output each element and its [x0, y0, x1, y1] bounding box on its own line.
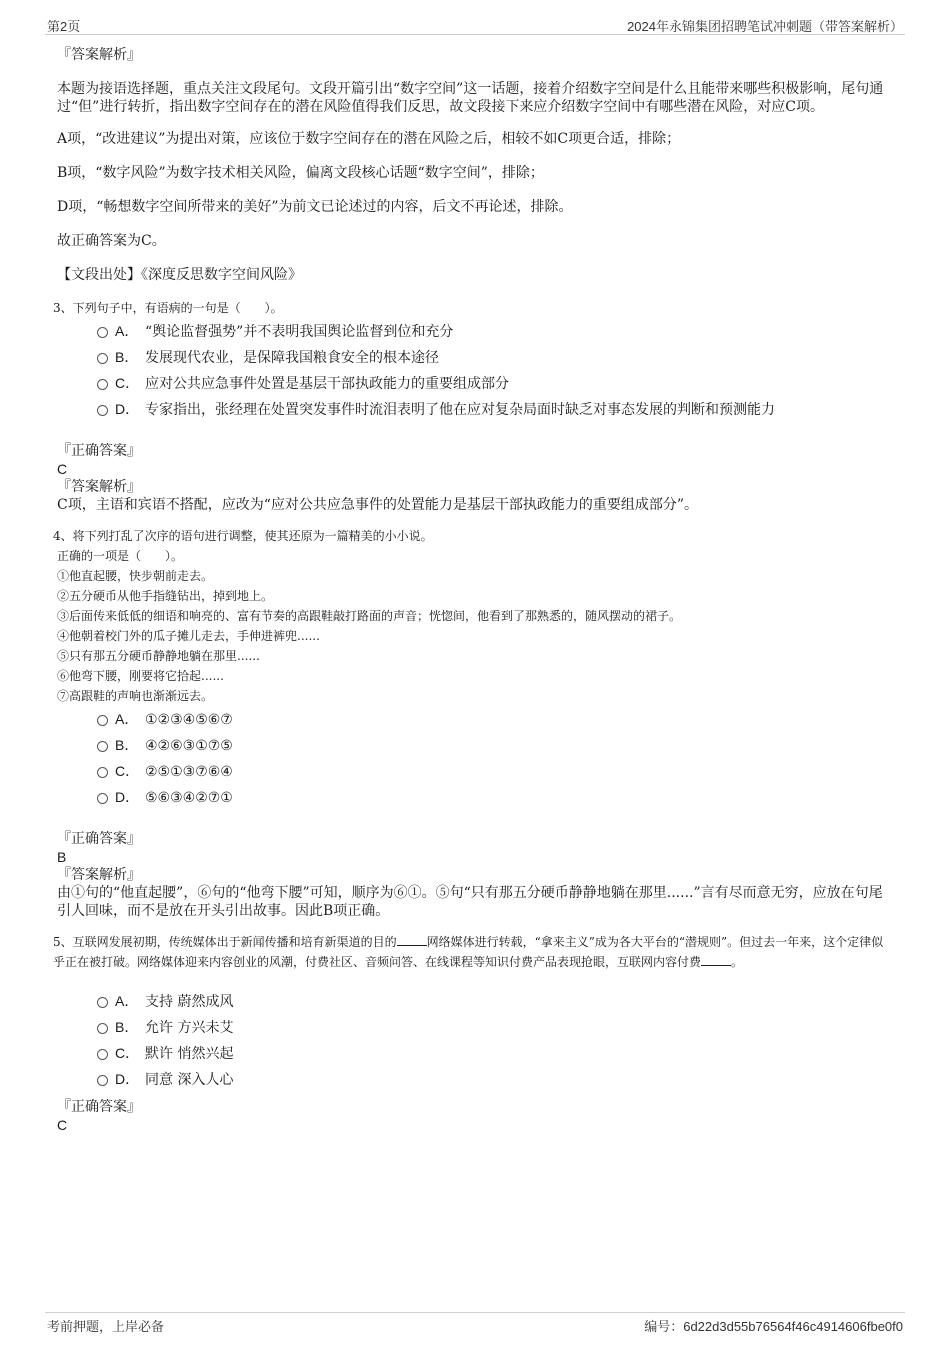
q4-option-c[interactable]: C． ②⑤①③⑦⑥④	[57, 758, 892, 784]
radio-icon[interactable]	[97, 353, 108, 364]
q4-sentence-2: ②五分硬币从他手指缝钻出，掉到地上。	[57, 589, 274, 603]
q4-option-d[interactable]: D． ⑤⑥③④②⑦①	[57, 784, 892, 810]
blank-line	[397, 933, 427, 946]
radio-icon[interactable]	[97, 379, 108, 390]
q3-analysis: C项，主语和宾语不搭配，应改为“应对公共应急事件的处置能力是基层干部执政能力的重要组成部分”。	[57, 497, 699, 513]
q4-stem: 4、将下列打乱了次序的语句进行调整，使其还原为一篇精美的小小说。	[53, 529, 433, 543]
q5-option-b[interactable]: B． 允许 方兴未艾	[57, 1014, 892, 1040]
q3-option-d[interactable]: D． 专家指出，张经理在处置突发事件时流泪表明了他在应对复杂局面时缺乏对事态发展的判断和预测能力	[57, 396, 892, 422]
q5-correct-label: 『正确答案』	[57, 1099, 141, 1115]
q4-options	[57, 706, 892, 810]
radio-icon[interactable]	[97, 1049, 108, 1060]
q3-stem: 3、下列句子中，有语病的一句是（ ）。	[53, 301, 283, 315]
q2-analysis-para-1: 本题为接语选择题，重点关注文段尾句。文段开篇引出“数字空间”这一话题，接着介绍数字空间是什么且能带来哪些积极影响，尾句通过“但”进行转折，指出数字空间存在的潜在风险值得我们反思，故文段接下来应介绍数字空间中有哪些潜在风险，对应C项。	[57, 81, 884, 115]
q5-answer: C	[57, 1117, 68, 1133]
radio-icon[interactable]	[97, 793, 108, 804]
q4-analysis-label: 『答案解析』	[57, 867, 141, 883]
q2-analysis-para-4: D项，“畅想数字空间所带来的美好”为前文已论述过的内容，后文不再论述，排除。	[57, 199, 573, 215]
q4-stem-2: 正确的一项是（ ）。	[57, 549, 184, 563]
radio-icon[interactable]	[97, 1075, 108, 1086]
q3-analysis-label: 『答案解析』	[57, 479, 141, 495]
radio-icon[interactable]	[97, 1023, 108, 1034]
q2-analysis-para-5: 故正确答案为C。	[57, 233, 166, 249]
q4-sentence-5: ⑤只有那五分硬币静静地躺在那里......	[57, 649, 260, 663]
radio-icon[interactable]	[97, 741, 108, 752]
q4-sentence-4: ④他朝着校门外的瓜子摊儿走去，手伸进裤兜......	[57, 629, 320, 643]
q2-analysis-label: 『答案解析』	[57, 47, 141, 63]
q4-sentence-7: ⑦高跟鞋的声响也渐渐远去。	[57, 689, 214, 703]
q2-analysis-para-2: A项，“改进建议”为提出对策，应该位于数字空间存在的潜在风险之后，相较不如C项更合适，排除；	[57, 131, 681, 147]
q5-stem: 5、互联网发展初期，传统媒体出于新闻传播和培育新渠道的目的 网络媒体进行转载，“拿来主义”成为各大平台的“潜规则”。但过去一年来，这个定律似乎正在被打破。网络媒体迎来内容创业的风潮，付费社区、音频问答、在线课程等知识付费产品表现抢眼，互联网内容付费 。	[53, 935, 884, 969]
q3-options	[57, 318, 892, 422]
blank-line	[701, 953, 731, 966]
page-number: 第2页	[47, 19, 81, 34]
radio-icon[interactable]	[97, 405, 108, 416]
q5-option-d[interactable]: D． 同意 深入人心	[57, 1066, 892, 1092]
document-code: 编号：6d22d3d55b76564f46c4914606fbe0f0	[644, 1319, 903, 1334]
q3-option-a[interactable]: A． “舆论监督强势”并不表明我国舆论监督到位和充分	[57, 318, 892, 344]
page-footer	[45, 1312, 905, 1335]
q4-sentence-6: ⑥他弯下腰，刚要将它拾起......	[57, 669, 224, 683]
q4-option-a[interactable]: A． ①②③④⑤⑥⑦	[57, 706, 892, 732]
q3-option-c[interactable]: C． 应对公共应急事件处置是基层干部执政能力的重要组成部分	[57, 370, 892, 396]
footer-slogan: 考前押题，上岸必备	[47, 1320, 165, 1335]
q4-answer: B	[57, 849, 67, 865]
q2-source: 【文段出处】《深度反思数字空间风险》	[57, 267, 302, 283]
radio-icon[interactable]	[97, 997, 108, 1008]
q5-options	[57, 988, 892, 1092]
main-content	[53, 46, 892, 1134]
q4-option-b[interactable]: B． ④②⑥③①⑦⑤	[57, 732, 892, 758]
radio-icon[interactable]	[97, 767, 108, 778]
q4-sentence-1: ①他直起腰，快步朝前走去。	[57, 569, 214, 583]
q3-correct-label: 『正确答案』	[57, 443, 141, 459]
radio-icon[interactable]	[97, 327, 108, 338]
q5-option-a[interactable]: A． 支持 蔚然成风	[57, 988, 892, 1014]
document-title: 2024年永锦集团招聘笔试冲刺题（带答案解析）	[627, 19, 903, 34]
q5-option-c[interactable]: C． 默许 悄然兴起	[57, 1040, 892, 1066]
q3-answer: C	[57, 461, 68, 477]
q4-sentence-3: ③后面传来低低的细语和响亮的、富有节奏的高跟鞋敲打路面的声音；恍惚间，他看到了那熟悉的，随风摆动的裙子。	[57, 609, 682, 623]
q3-option-b[interactable]: B． 发展现代农业，是保障我国粮食安全的根本途径	[57, 344, 892, 370]
q4-analysis: 由①句的“他直起腰”，⑥句的“他弯下腰”可知，顺序为⑥①。⑤句“只有那五分硬币静静地躺在那里......”言有尽而意无穷，应放在句尾引人回味，而不是放在开头引出故事。因此B项正确。	[57, 885, 883, 919]
q4-correct-label: 『正确答案』	[57, 831, 141, 847]
page-header	[45, 14, 905, 35]
radio-icon[interactable]	[97, 715, 108, 726]
q2-analysis-para-3: B项，“数字风险”为数字技术相关风险，偏离文段核心话题“数字空间”，排除；	[57, 165, 544, 181]
